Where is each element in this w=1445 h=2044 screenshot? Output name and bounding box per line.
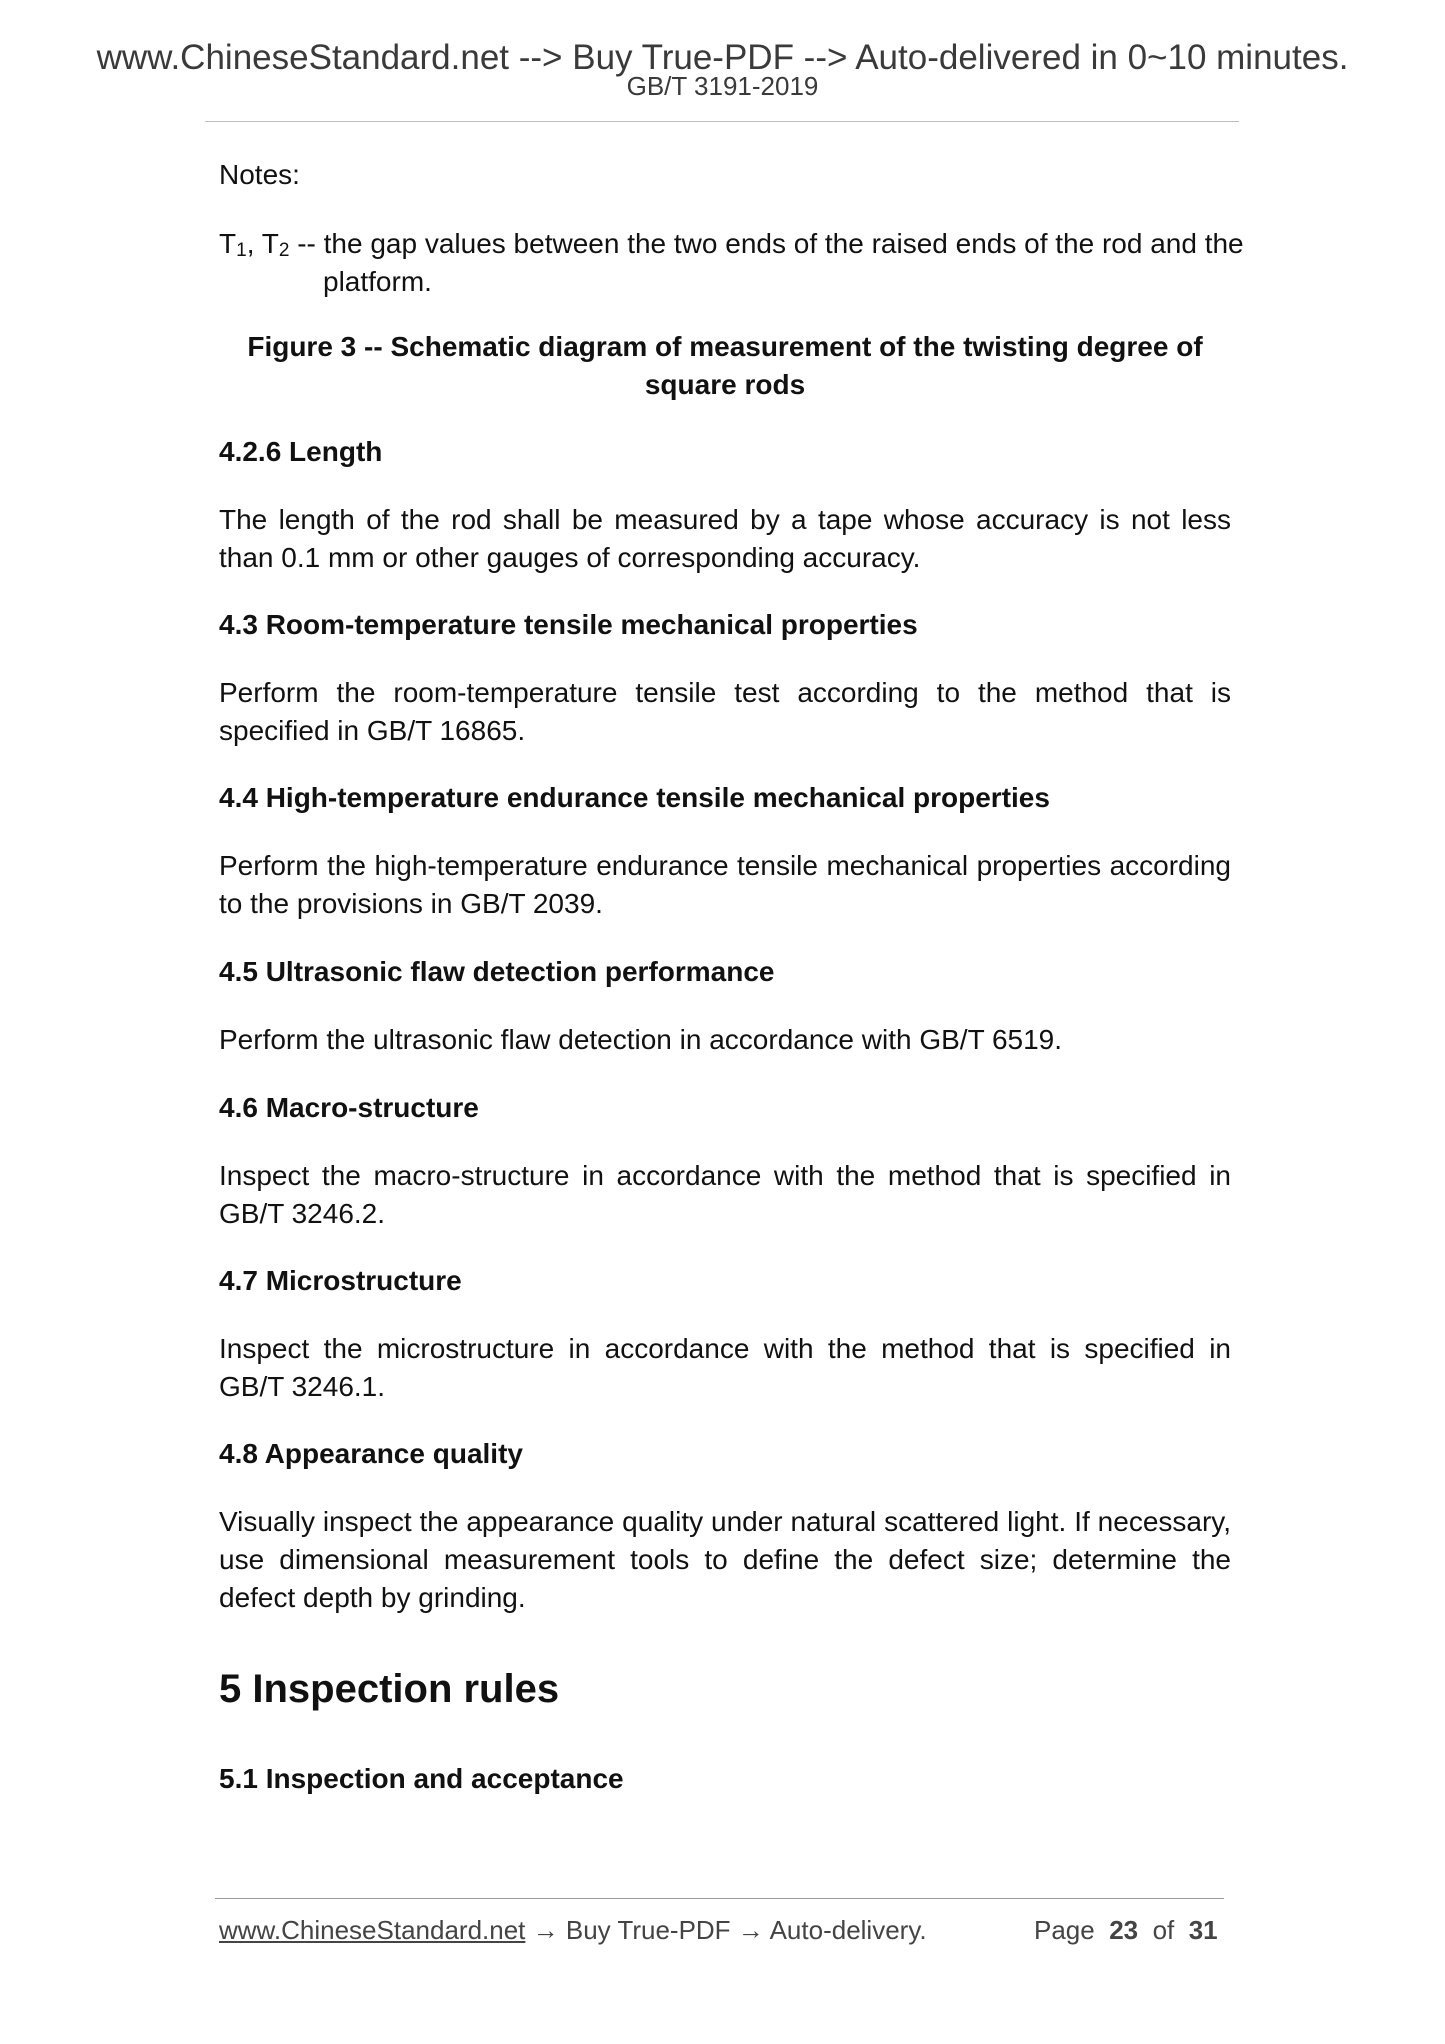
footer-divider	[215, 1898, 1224, 1899]
footer-buy-text: Buy True-PDF	[565, 1915, 731, 1945]
section-paragraph: Perform the ultrasonic flaw detection in accordance with GB/T 6519.	[219, 1024, 1063, 1055]
header-divider	[205, 121, 1239, 122]
symbol-t1-subscript: 1	[236, 240, 247, 261]
page-number: 23	[1109, 1915, 1139, 1945]
arrow-icon: →	[525, 1915, 566, 1945]
section-paragraph: The length of the rod shall be measured by a tape whose accuracy is not less than 0.1 mm or other gauges of corresponding accuracy.	[219, 504, 1231, 573]
page-indicator	[1034, 1917, 1218, 1943]
chapter-heading: 5 Inspection rules	[219, 1667, 560, 1711]
footer-promo	[219, 1917, 927, 1943]
section-paragraph: Perform the high-temperature endurance tensile mechanical properties according to the provisions in GB/T 2039.	[219, 850, 1231, 919]
section-paragraph: Perform the room-temperature tensile test according to the method that is specified in GB/T 16865.	[219, 677, 1231, 746]
symbol-t1: T	[219, 228, 237, 259]
of-label: of	[1152, 1915, 1175, 1945]
footer-site-link[interactable]: www.ChineseStandard.net	[219, 1915, 526, 1945]
notes-text: -- the gap values between the two ends of the raised ends of the rod and the platform.	[289, 228, 1244, 297]
section-paragraph: Visually inspect the appearance quality under natural scattered light. If necessary, use dimensional measurement tools to define the defect size; determine the defect depth by grinding.	[219, 1506, 1231, 1613]
section-heading: 4.4 High-temperature endurance tensile mechanical properties	[219, 782, 1050, 813]
section-heading: 4.3 Room-temperature tensile mechanical properties	[219, 609, 918, 640]
section-paragraph: Inspect the macro-structure in accordance with the method that is specified in GB/T 3246.2.	[219, 1160, 1231, 1229]
section-paragraph: Inspect the microstructure in accordance with the method that is specified in GB/T 3246.1.	[219, 1333, 1231, 1402]
symbol-t2: T	[261, 228, 279, 259]
notes-entry	[219, 225, 1335, 301]
site-banner: www.ChineseStandard.net --> Buy True-PDF --> Auto-delivered in 0~10 minutes.	[96, 38, 1349, 77]
arrow-icon: →	[730, 1915, 770, 1945]
section-heading: 4.6 Macro-structure	[219, 1092, 479, 1123]
symbol-separator: ,	[246, 228, 262, 259]
subsection-heading: 5.1 Inspection and acceptance	[219, 1763, 624, 1794]
section-heading: 4.8 Appearance quality	[219, 1438, 523, 1469]
figure-caption: Figure 3 -- Schematic diagram of measurement of the twisting degree of square rods	[247, 331, 1203, 400]
section-heading: 4.7 Microstructure	[219, 1265, 462, 1296]
section-heading: 4.2.6 Length	[219, 436, 383, 467]
footer-auto-text: Auto-delivery.	[769, 1915, 927, 1945]
standard-number: GB/T 3191-2019	[626, 71, 819, 101]
page-label: Page	[1034, 1915, 1095, 1945]
page-total: 31	[1188, 1915, 1218, 1945]
symbol-t2-subscript: 2	[278, 240, 290, 261]
notes-label: Notes:	[219, 159, 300, 190]
section-heading: 4.5 Ultrasonic flaw detection performance	[219, 956, 775, 987]
